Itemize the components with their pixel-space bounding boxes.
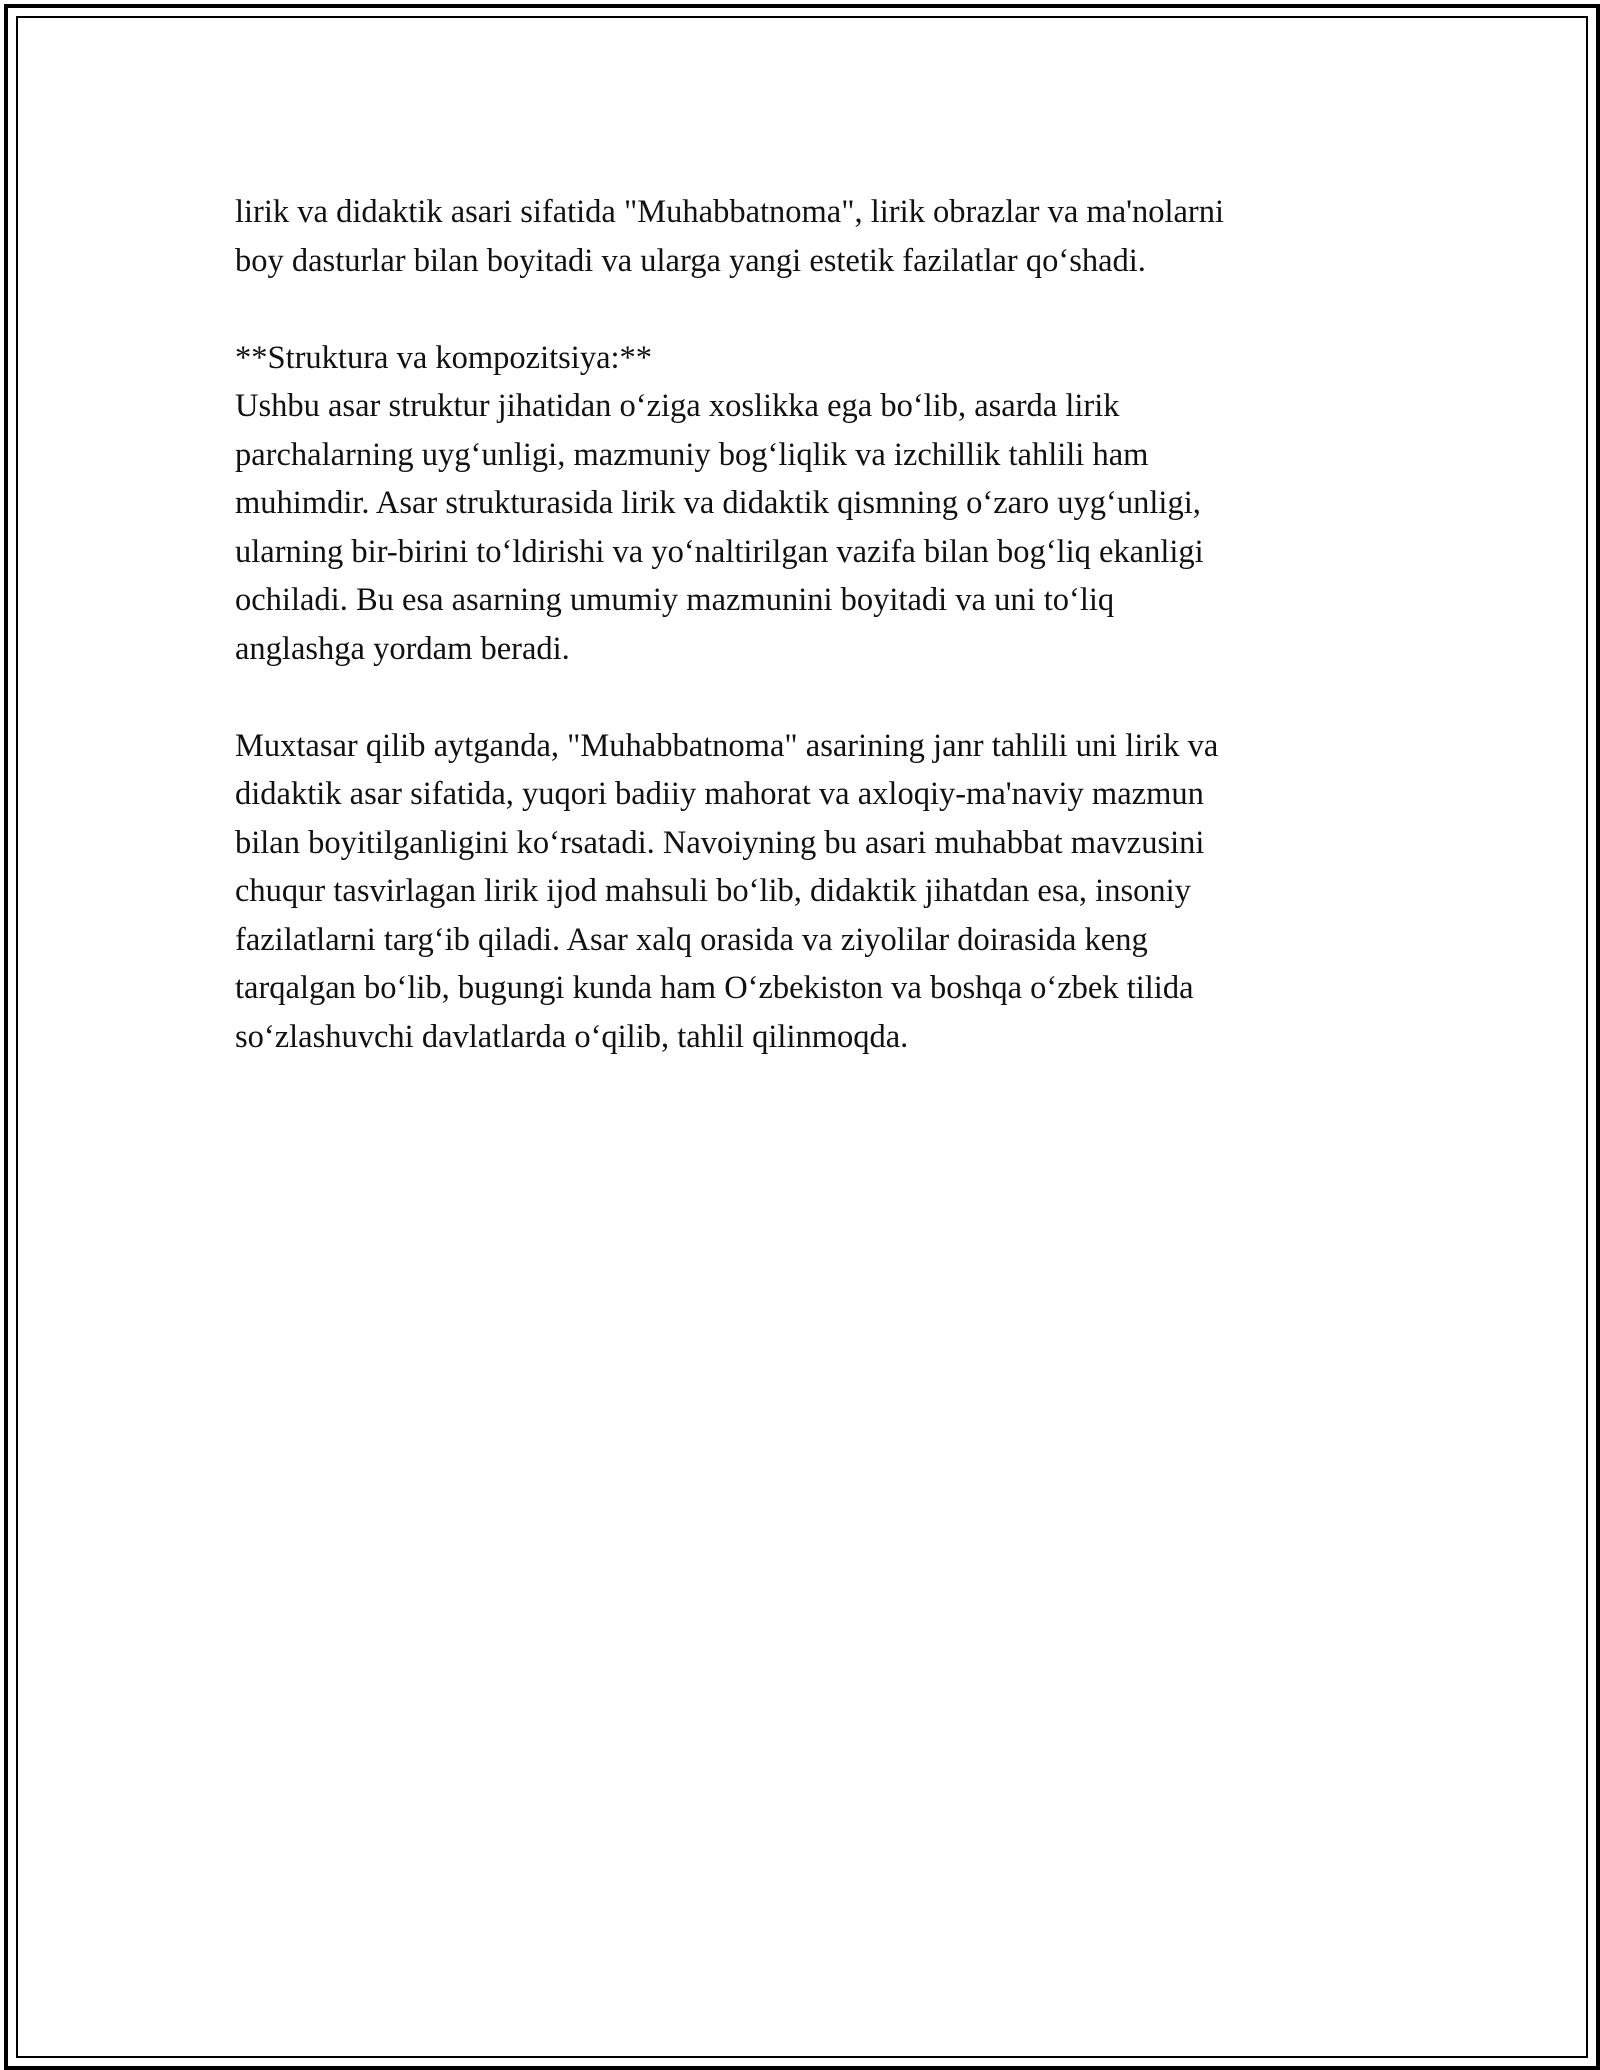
paragraph-intro: lirik va didaktik asari sifatida "Muhabbatnoma", lirik obrazlar va ma'nolarni boy dasturlar bilan boyitadi va ularga yangi estetik fazilatlar qo‘shadi.: [235, 194, 1225, 279]
paragraph-conclusion: Muxtasar qilib aytganda, "Muhabbatnoma" asarining janr tahlili uni lirik va didaktik asar sifatida, yuqori badiiy mahorat va axloqiy-ma'naviy mazmun bilan boyitilganligini ko‘rsatadi. Navoiyning bu asari muhabbat mavzusini chuqur tasvirlagan lirik ijod mahsuli bo‘lib, didaktik jihatdan esa, insoniy fazilatlarni targ‘ib qiladi. Asar xalq orasida va ziyolilar doirasida keng tarqalgan bo‘lib, bugungi kunda ham O‘zbekiston va boshqa o‘zbek tilida so‘zlashuvchi davlatlarda o‘qilib, tahlil qilinmoqda.: [235, 727, 1219, 1055]
document-body: [235, 188, 1365, 1061]
paragraph-spacer: [235, 285, 1365, 334]
paragraph-spacer: [235, 673, 1365, 722]
paragraph-structure: Ushbu asar struktur jihatidan o‘ziga xoslikka ega bo‘lib, asarda lirik parchalarning uyg‘unligi, mazmuniy bog‘liqlik va izchillik tahlili ham muhimdir. Asar strukturasida lirik va didaktik qismning o‘zaro uyg‘unligi, ularning bir-birini to‘ldirishi va yo‘naltirilgan vazifa bilan bog‘liq ekanligi ochiladi. Bu esa asarning umumiy mazmunini boyitadi va uni to‘liq anglashga yordam beradi.: [235, 388, 1204, 667]
section-heading: **Struktura va kompozitsiya:**: [235, 339, 653, 376]
